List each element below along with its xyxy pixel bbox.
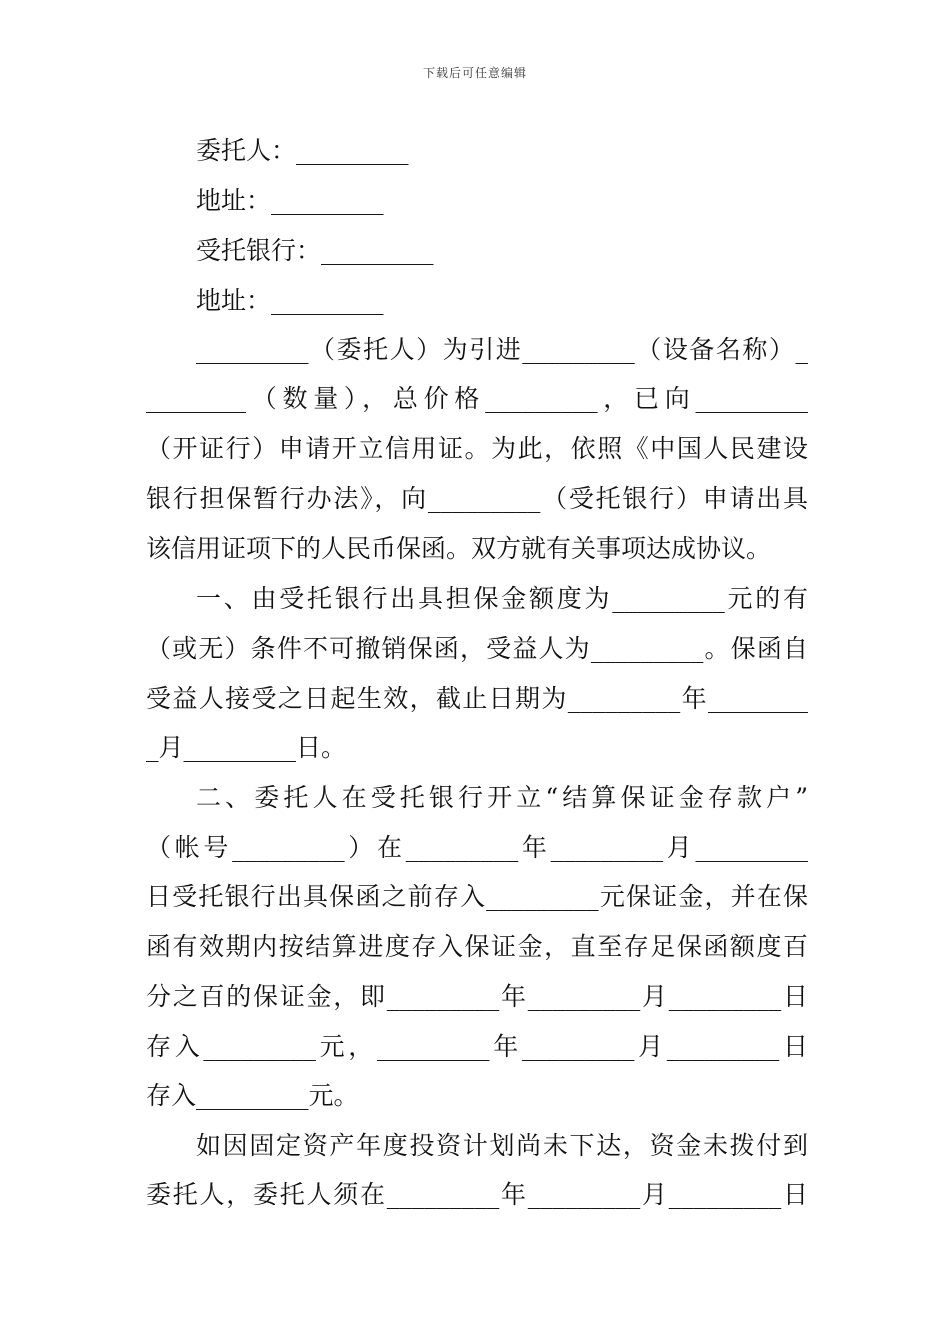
clause-one-line: _月_________日。	[146, 733, 347, 762]
clause-one-line: （或无）条件不可撤销保函，受益人为_________。保函自	[146, 634, 808, 663]
clause-two-line: 存入_________元，_________年_________月_________日	[146, 1032, 808, 1061]
page-header-note: 下载后可任意编辑	[422, 66, 527, 80]
trustee-bank-line: 受托银行：_________	[196, 236, 434, 265]
trustee-address-line: 地址：_________	[196, 286, 384, 315]
clause-one-line: 受益人接受之日起生效，截止日期为_________年________	[146, 684, 808, 713]
clause-two-line: 二、委托人在受托银行开立“结算保证金存款户”	[196, 783, 808, 812]
clause-two-line: 日受托银行出具保函之前存入_________元保证金，并在保	[146, 882, 808, 911]
clause-one-line: 一、由受托银行出具担保金额度为_________元的有	[196, 584, 808, 613]
clause-two-line: （帐号_________）在_________年_________月_________	[146, 833, 808, 862]
paragraph-line: _________（委托人）为引进_________（设备名称）_	[196, 335, 808, 364]
clause-two-line: 存入_________元。	[146, 1081, 359, 1110]
principal-address-line: 地址：_________	[196, 186, 384, 215]
paragraph-line: 该信用证项下的人民币保函。双方就有关事项达成协议。	[146, 534, 772, 563]
paragraph-line: 银行担保暂行办法》，向_________（受托银行）申请出具	[146, 484, 808, 513]
contingency-line: 委托人，委托人须在_________年_________月_________日	[146, 1180, 808, 1209]
clause-two-line: 分之百的保证金，即_________年_________月_________日	[146, 982, 808, 1011]
clause-two-line: 函有效期内按结算进度存入保证金，直至存足保函额度百	[146, 932, 808, 961]
contingency-line: 如因固定资产年度投资计划尚未下达，资金未拨付到	[196, 1131, 808, 1160]
paragraph-line: ________（数量），总价格_________，已向_________	[146, 384, 808, 413]
paragraph-line: （开证行）申请开立信用证。为此，依照《中国人民建设	[146, 434, 808, 463]
principal-line: 委托人：_________	[196, 136, 409, 165]
